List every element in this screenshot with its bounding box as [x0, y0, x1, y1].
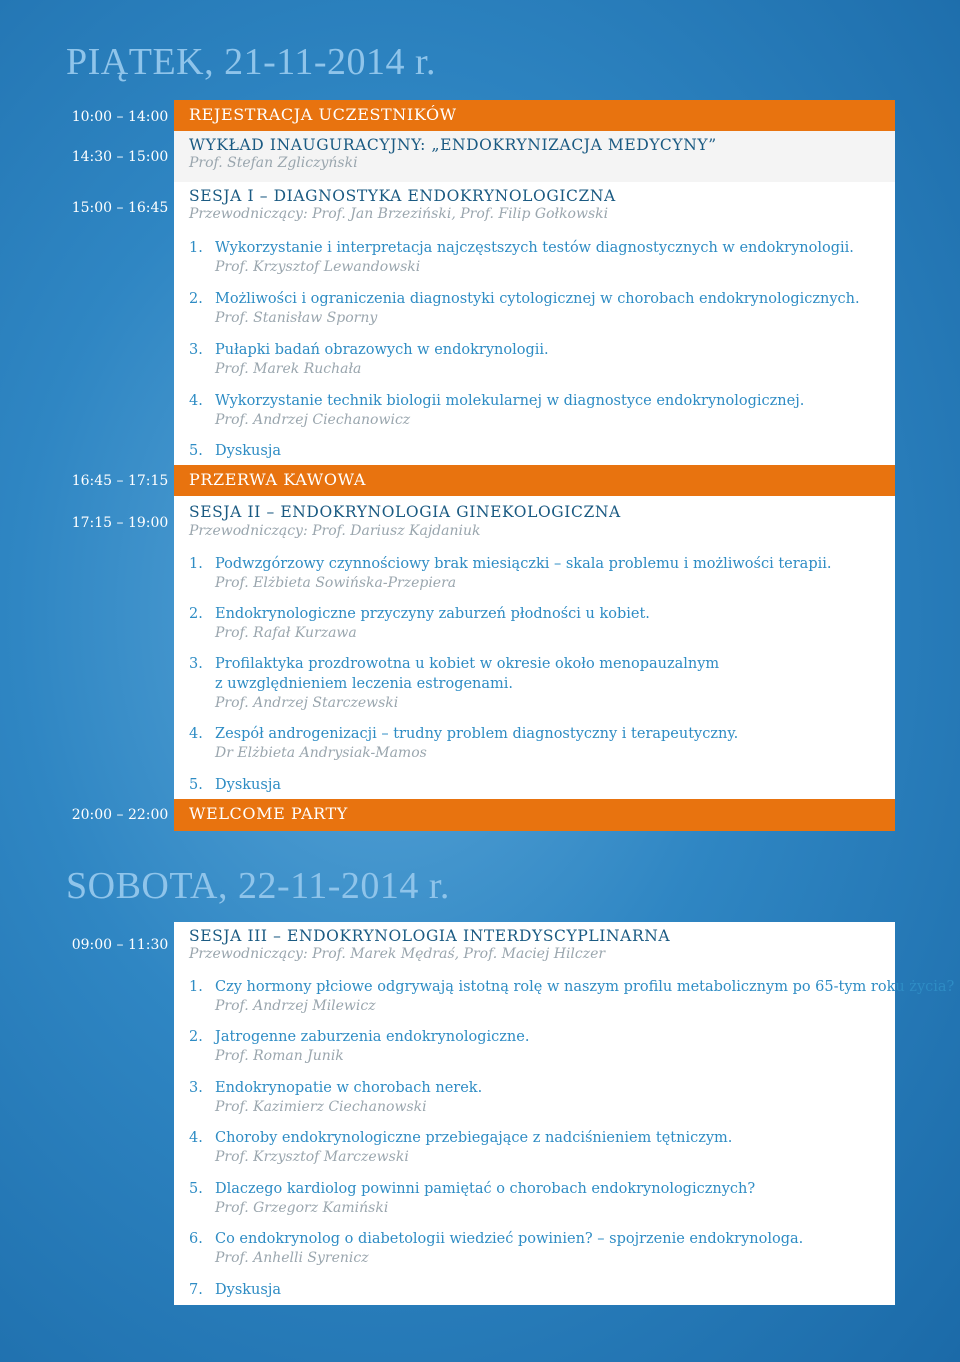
talk-item: [189, 724, 738, 763]
talk-number: 2.: [189, 291, 203, 307]
talk-item: [189, 340, 549, 379]
talk-speaker: Prof. Rafał Kurzawa: [215, 625, 357, 641]
talk-title: Dlaczego kardiolog powinni pamiętać o chorobach endokrynologicznych?: [215, 1181, 756, 1197]
session-title: SESJA II – ENDOKRYNOLOGIA GINEKOLOGICZNA: [189, 503, 621, 521]
talk-title-continued: z uwzględnieniem leczenia estrogenami.: [215, 676, 514, 692]
talk-title: Zespół androgenizacji – trudny problem diagnostyczny i terapeutyczny.: [215, 726, 739, 742]
talk-title: Endokrynopatie w chorobach nerek.: [215, 1080, 483, 1096]
talk-item: [189, 1027, 529, 1066]
block-title: PRZERWA KAWOWA: [189, 470, 366, 489]
time-slot: 15:00 – 16:45: [71, 200, 169, 216]
session-title: SESJA III – ENDOKRYNOLOGIA INTERDYSCYPLINARNA: [189, 927, 671, 945]
talk-speaker: Prof. Andrzej Milewicz: [215, 998, 376, 1014]
coffee-break-block: [174, 465, 895, 496]
talk-title: Profilaktyka prozdrowotna u kobiet w okresie około menopauzalnym: [215, 656, 720, 672]
session-2-block: [174, 496, 895, 799]
talk-title: Czy hormony płciowe odgrywają istotną rolę w naszym profilu metabolicznym po 65-tym roku życia?: [215, 979, 955, 995]
time-slot: 16:45 – 17:15: [71, 473, 169, 489]
talk-item: [189, 441, 281, 461]
talk-speaker: Prof. Krzysztof Lewandowski: [215, 259, 421, 275]
talk-speaker: Prof. Anhelli Syrenicz: [215, 1250, 369, 1266]
block-title: REJESTRACJA UCZESTNIKÓW: [189, 105, 457, 124]
welcome-party-block: [174, 799, 895, 831]
talk-title: Podwzgórzowy czynnościowy brak miesiączki – skala problemu i możliwości terapii.: [215, 556, 832, 572]
talk-speaker: Prof. Stanisław Sporny: [215, 310, 378, 326]
talk-number: 1.: [189, 556, 203, 572]
talk-number: 5.: [189, 777, 203, 793]
talk-number: 3.: [189, 342, 203, 358]
talk-speaker: Dr Elżbieta Andrysiak-Mamos: [215, 745, 427, 761]
talk-title: Wykorzystanie i interpretacja najczęstszych testów diagnostycznych w endokrynologii.: [215, 240, 854, 256]
talk-number: 7.: [189, 1282, 203, 1298]
talk-number: 2.: [189, 1029, 203, 1045]
talk-speaker: Prof. Grzegorz Kamiński: [215, 1200, 389, 1216]
registration-block: [174, 100, 895, 131]
talk-number: 2.: [189, 606, 203, 622]
talk-speaker: Prof. Krzysztof Marczewski: [215, 1149, 409, 1165]
talk-speaker: Prof. Elżbieta Sowińska-Przepiera: [215, 575, 457, 591]
talk-speaker: Prof. Marek Ruchała: [215, 361, 362, 377]
talk-item: [189, 1280, 281, 1300]
talk-number: 4.: [189, 393, 203, 409]
talk-title: Możliwości i ograniczenia diagnostyki cytologicznej w chorobach endokrynologicznych.: [215, 291, 860, 307]
talk-title: Jatrogenne zaburzenia endokrynologiczne.: [215, 1029, 530, 1045]
schedule-saturday: [66, 922, 955, 1305]
talk-item: [189, 654, 719, 713]
talk-title: Dyskusja: [215, 443, 281, 459]
time-slot: 20:00 – 22:00: [71, 807, 169, 823]
talk-number: 5.: [189, 443, 203, 459]
time-slot: 14:30 – 15:00: [71, 149, 169, 165]
time-slot: 17:15 – 19:00: [71, 515, 169, 531]
day-title-saturday: SOBOTA, 22-11-2014 r.: [66, 865, 450, 907]
talk-number: 5.: [189, 1181, 203, 1197]
talk-number: 6.: [189, 1231, 203, 1247]
talk-title: Dyskusja: [215, 1282, 281, 1298]
talk-item: [189, 1179, 755, 1218]
talk-item: [189, 1078, 482, 1117]
block-speaker: Prof. Stefan Zgliczyński: [189, 155, 358, 171]
talk-number: 3.: [189, 1080, 203, 1096]
talk-number: 4.: [189, 726, 203, 742]
block-title: WYKŁAD INAUGURACYJNY: „ENDOKRYNIZACJA MEDYCYNY”: [189, 136, 717, 154]
talk-title: Pułapki badań obrazowych w endokrynologii.: [215, 342, 549, 358]
session-title: SESJA I – DIAGNOSTYKA ENDOKRYNOLOGICZNA: [189, 187, 616, 205]
talk-item: [189, 1128, 732, 1167]
talk-number: 1.: [189, 979, 203, 995]
talk-item: [189, 289, 860, 328]
talk-title: Wykorzystanie technik biologii molekularnej w diagnostyce endokrynologicznej.: [215, 393, 805, 409]
talk-speaker: Prof. Andrzej Starczewski: [215, 695, 399, 711]
talk-speaker: Prof. Roman Junik: [215, 1048, 344, 1064]
inaugural-lecture-block: [174, 131, 895, 182]
talk-item: [189, 391, 804, 430]
talk-number: 4.: [189, 1130, 203, 1146]
time-slot: 10:00 – 14:00: [71, 109, 169, 125]
talk-title: Dyskusja: [215, 777, 281, 793]
session-chairs: Przewodniczący: Prof. Jan Brzeziński, Prof. Filip Gołkowski: [189, 206, 609, 222]
talk-item: [189, 604, 650, 643]
talk-title: Choroby endokrynologiczne przebiegające z nadciśnieniem tętniczym.: [215, 1130, 733, 1146]
talk-item: [189, 775, 281, 795]
talk-speaker: Prof. Andrzej Ciechanowicz: [215, 412, 411, 428]
time-slot: 09:00 – 11:30: [71, 937, 169, 953]
talk-item: [189, 977, 954, 1016]
session-1-block: [174, 182, 895, 465]
schedule-friday: [66, 100, 896, 831]
talk-number: 3.: [189, 656, 203, 672]
day-title-friday: PIĄTEK, 21-11-2014 r.: [66, 41, 437, 83]
talk-item: [189, 238, 854, 277]
talk-number: 1.: [189, 240, 203, 256]
session-3-block: [174, 922, 955, 1305]
talk-title: Endokrynologiczne przyczyny zaburzeń płodności u kobiet.: [215, 606, 650, 622]
session-chairs: Przewodniczący: Prof. Dariusz Kajdaniuk: [189, 523, 481, 539]
session-chairs: Przewodniczący: Prof. Marek Mędraś, Prof. Maciej Hilczer: [189, 946, 606, 962]
talk-item: [189, 554, 832, 593]
talk-item: [189, 1229, 803, 1268]
block-title: WELCOME PARTY: [189, 804, 348, 823]
talk-title: Co endokrynolog o diabetologii wiedzieć powinien? – spojrzenie endokrynologa.: [215, 1231, 804, 1247]
talk-speaker: Prof. Kazimierz Ciechanowski: [215, 1099, 427, 1115]
